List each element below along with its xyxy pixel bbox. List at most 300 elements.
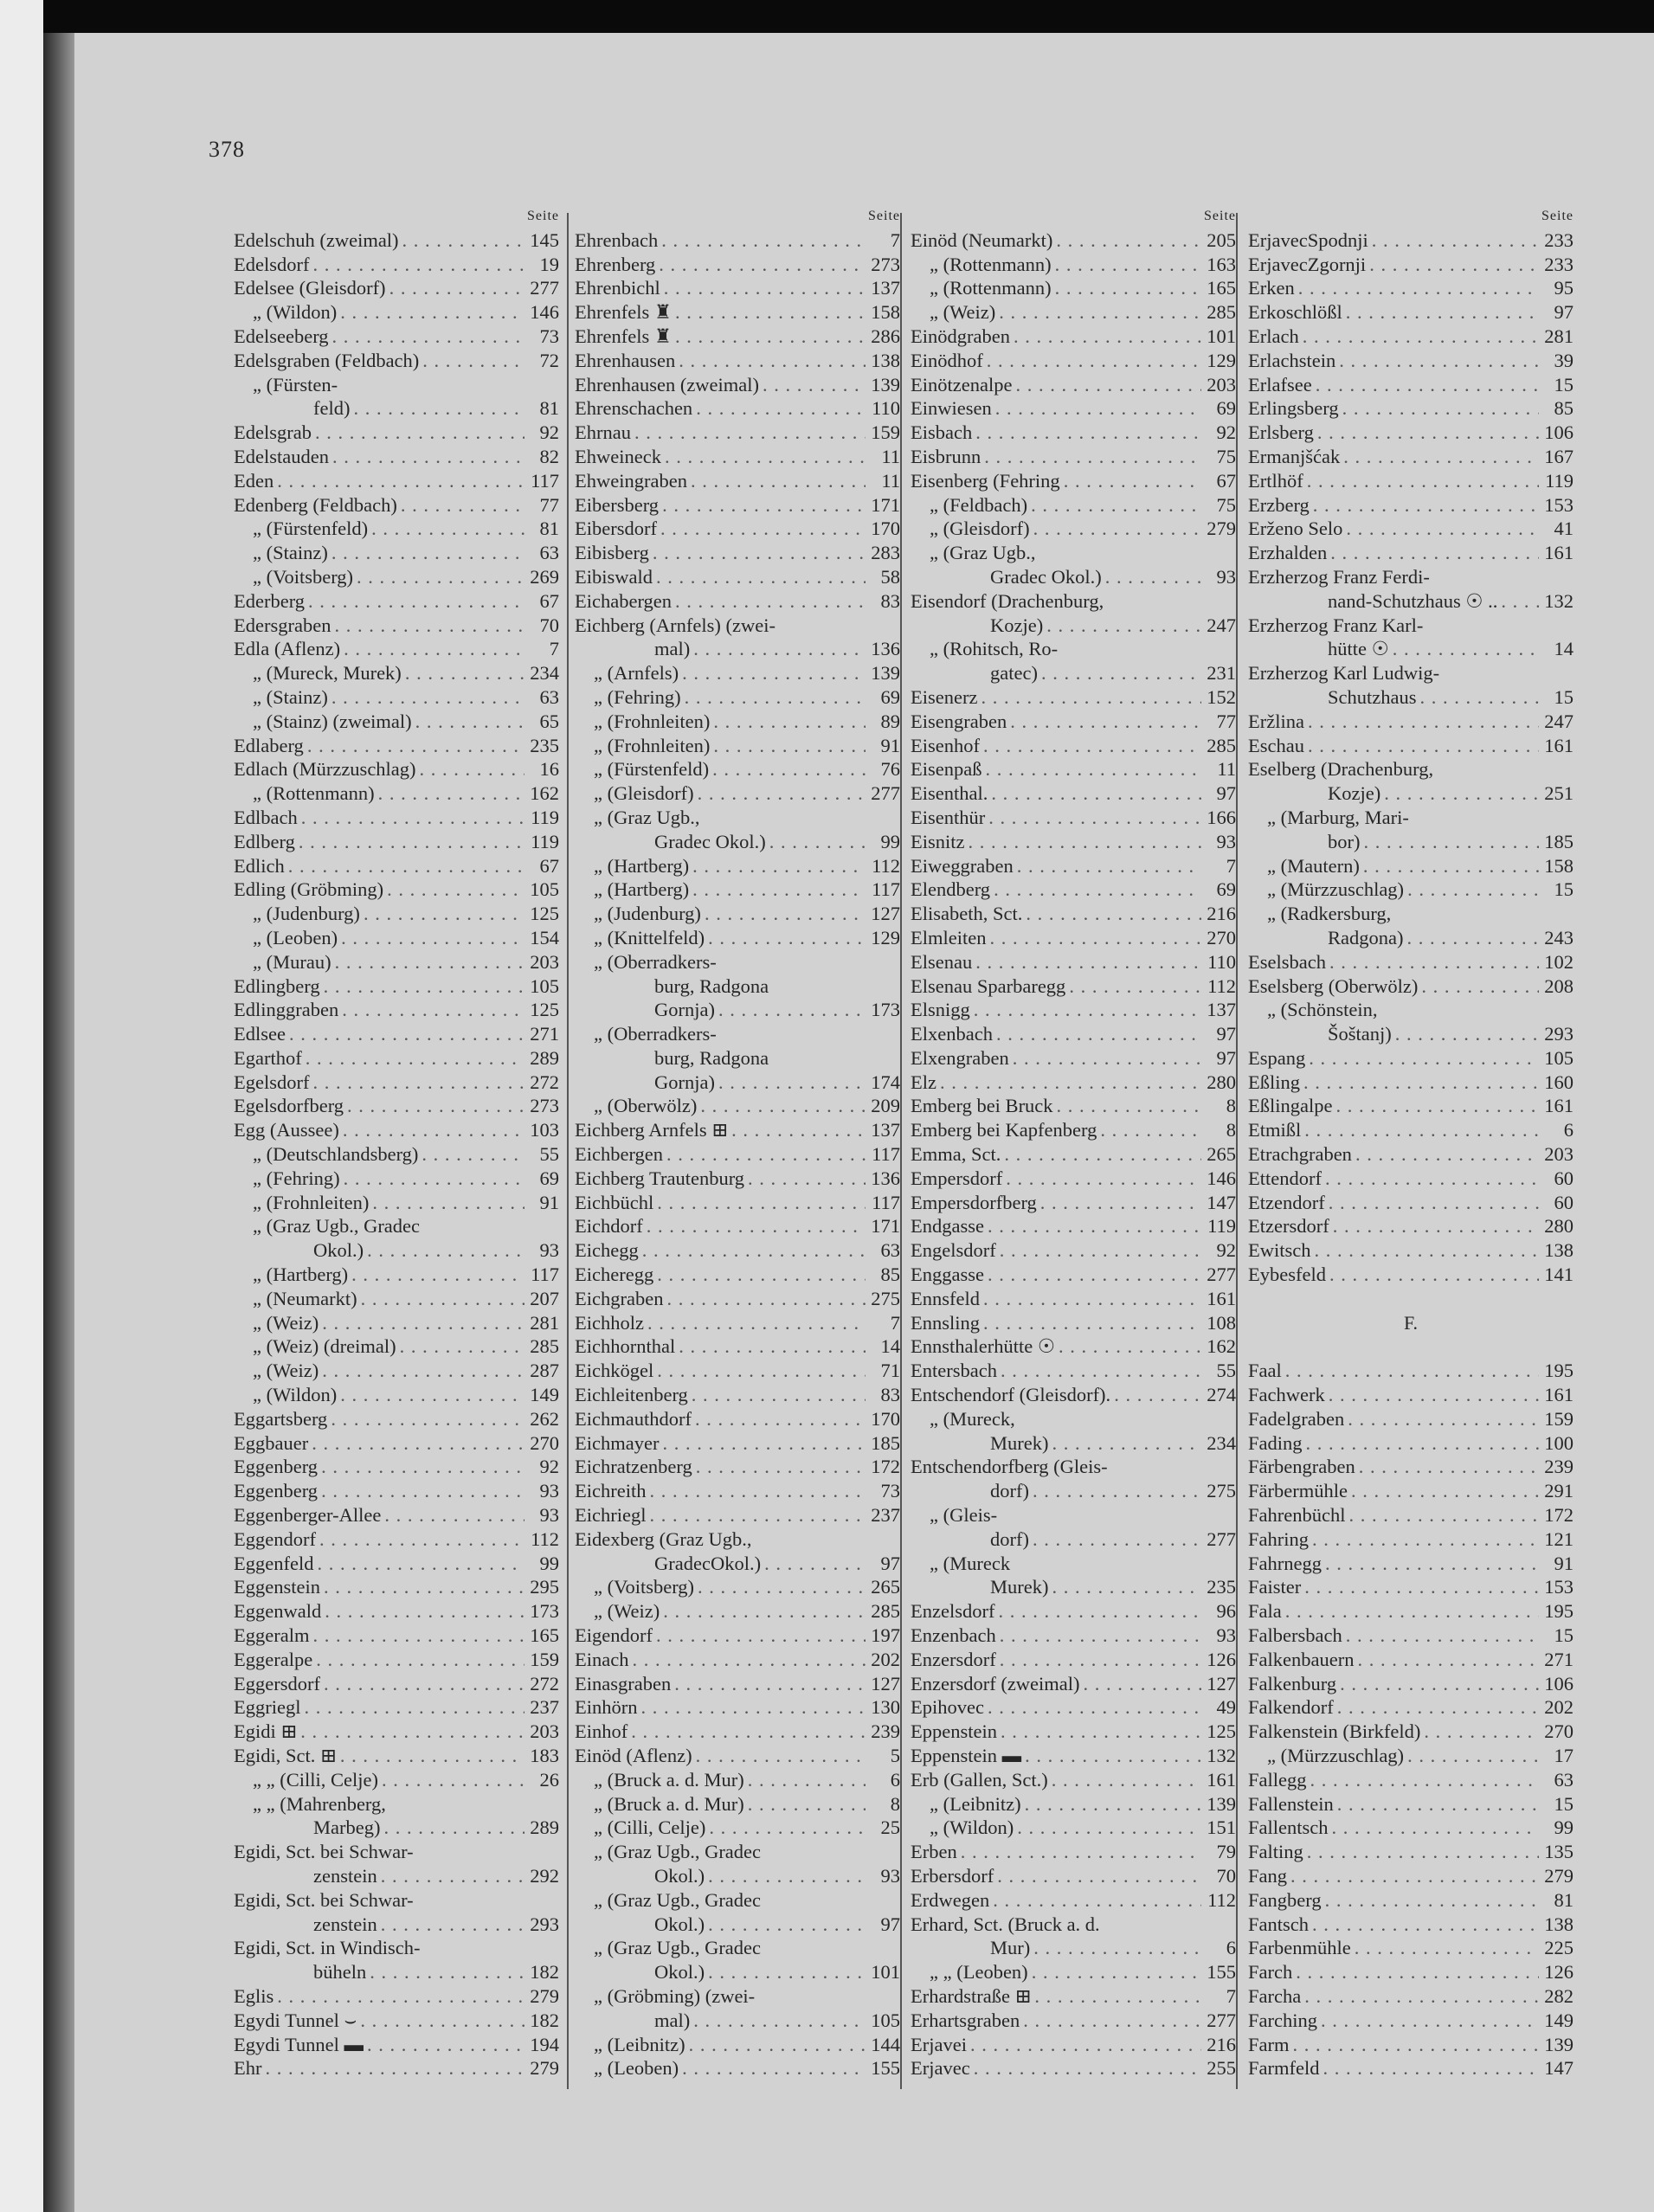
dot-leader bbox=[705, 1913, 866, 1937]
index-entry bbox=[1248, 2009, 1574, 2033]
dot-leader bbox=[1360, 854, 1539, 878]
index-entry bbox=[1248, 2056, 1574, 2080]
entry-name: Farbenmühle bbox=[1248, 1937, 1351, 1959]
dot-leader bbox=[298, 806, 525, 830]
dot-leader bbox=[628, 1648, 866, 1672]
entry-name: „ (Graz Ugb., Gradec bbox=[253, 1215, 421, 1238]
dot-leader bbox=[316, 1527, 525, 1552]
index-column-1 bbox=[234, 204, 559, 2080]
dot-leader bbox=[305, 589, 525, 614]
entry-name: Eggenberger-Allee bbox=[234, 1504, 382, 1527]
index-entry bbox=[234, 1071, 559, 1095]
dot-leader bbox=[1322, 1167, 1539, 1191]
dot-leader bbox=[663, 1142, 866, 1167]
entry-name: Eggbauer bbox=[234, 1431, 309, 1454]
index-entry bbox=[575, 253, 900, 277]
entry-name: „ (Fürsten- bbox=[253, 373, 338, 395]
entry-name: „ (Weiz) bbox=[930, 301, 996, 324]
index-entry bbox=[1248, 445, 1574, 469]
index-entry bbox=[1248, 1527, 1574, 1552]
index-entry bbox=[575, 637, 900, 661]
entry-page-number: 96 bbox=[1216, 1600, 1236, 1623]
dot-leader bbox=[995, 300, 1201, 325]
dot-leader bbox=[1392, 1022, 1539, 1046]
dot-leader bbox=[694, 1575, 866, 1599]
entry-page-number: 19 bbox=[539, 253, 559, 275]
entry-name: Ederberg bbox=[234, 589, 306, 612]
index-entry bbox=[911, 517, 1236, 541]
entry-name: mal) bbox=[654, 638, 691, 660]
index-entry bbox=[234, 373, 559, 397]
entry-name: Eichleitenberg bbox=[575, 1384, 688, 1406]
dot-leader bbox=[980, 734, 1201, 758]
index-entry bbox=[1248, 685, 1574, 710]
index-entry bbox=[911, 493, 1236, 518]
index-entry bbox=[911, 1022, 1236, 1046]
entry-page-number: 144 bbox=[871, 2033, 900, 2055]
entry-name: Eicheregg bbox=[575, 1264, 654, 1286]
entry-name: Edlsee bbox=[234, 1023, 286, 1045]
entry-page-number: 202 bbox=[871, 1648, 900, 1670]
entry-name: „ (Weiz) (dreimal) bbox=[253, 1335, 396, 1358]
index-entry bbox=[911, 1046, 1236, 1071]
index-entry bbox=[911, 878, 1236, 902]
dot-leader bbox=[1325, 1191, 1539, 1215]
entry-name: „ (Rottenmann) bbox=[253, 782, 375, 805]
dot-leader bbox=[1065, 974, 1201, 999]
entry-name: Eichberg Arnfels ⊞ bbox=[575, 1119, 729, 1141]
index-entry bbox=[575, 1624, 900, 1648]
index-entry bbox=[1248, 349, 1574, 373]
index-entry bbox=[234, 1359, 559, 1383]
index-entry bbox=[911, 2033, 1236, 2057]
dot-leader bbox=[262, 2056, 525, 2080]
dot-leader bbox=[378, 1768, 525, 1792]
entry-page-number: 93 bbox=[1216, 830, 1236, 852]
index-entry bbox=[1248, 830, 1574, 854]
index-entry bbox=[575, 806, 900, 830]
index-entry bbox=[234, 1913, 559, 1937]
dot-leader bbox=[381, 1503, 525, 1527]
dot-leader bbox=[653, 1263, 866, 1287]
dot-leader bbox=[1339, 396, 1539, 421]
index-entry bbox=[575, 421, 900, 445]
entry-page-number: 160 bbox=[1544, 1071, 1574, 1093]
entry-name: Ennsling bbox=[911, 1311, 981, 1334]
entry-page-number: 117 bbox=[531, 1264, 559, 1286]
entry-name: „ (Leibnitz) bbox=[930, 1792, 1021, 1815]
index-entry bbox=[911, 1334, 1236, 1359]
entry-page-number: 11 bbox=[1217, 758, 1236, 781]
entry-page-number: 170 bbox=[871, 518, 900, 540]
entry-name: „ (Feldbach) bbox=[930, 493, 1028, 516]
entry-page-number: 72 bbox=[539, 349, 559, 371]
index-entry bbox=[575, 1287, 900, 1311]
entry-name: Entschendorf (Gleisdorf). bbox=[911, 1384, 1111, 1406]
entry-name: Eppenstein bbox=[911, 1720, 997, 1743]
index-entry bbox=[234, 253, 559, 277]
dot-leader bbox=[986, 926, 1201, 950]
dot-leader bbox=[1344, 1407, 1539, 1431]
index-entry bbox=[575, 1792, 900, 1817]
entry-name: Espang bbox=[1248, 1046, 1306, 1069]
entry-page-number: 93 bbox=[1216, 1624, 1236, 1647]
entry-name: Farm bbox=[1248, 2033, 1290, 2055]
entry-name: „ (Graz Ugb., Gradec bbox=[594, 1888, 762, 1911]
entry-page-number: 102 bbox=[1544, 950, 1574, 973]
index-entry bbox=[1248, 1167, 1574, 1191]
index-entry bbox=[1248, 589, 1574, 614]
index-entry bbox=[234, 1888, 559, 1913]
entry-name: Einhörn bbox=[575, 1696, 638, 1719]
entry-page-number: 117 bbox=[872, 1143, 900, 1166]
entry-name: Eichdorf bbox=[575, 1215, 643, 1238]
entry-page-number: 63 bbox=[1554, 1768, 1574, 1791]
index-entry bbox=[234, 589, 559, 614]
entry-page-number: 119 bbox=[1545, 469, 1574, 492]
dot-leader bbox=[1416, 685, 1539, 710]
entry-name: Färbermühle bbox=[1248, 1480, 1348, 1502]
index-entry bbox=[234, 1407, 559, 1431]
dot-leader bbox=[992, 396, 1201, 421]
entry-page-number: 97 bbox=[880, 1913, 900, 1935]
index-entry bbox=[234, 1744, 559, 1768]
entry-page-number: 103 bbox=[530, 1119, 559, 1141]
dot-leader bbox=[1097, 1118, 1201, 1142]
entry-page-number: 49 bbox=[1216, 1696, 1236, 1719]
index-entry bbox=[575, 1913, 900, 1937]
entry-page-number: 135 bbox=[1544, 1841, 1574, 1863]
entry-name: Okol.) bbox=[654, 1864, 705, 1887]
dot-leader bbox=[646, 1479, 866, 1503]
entry-page-number: 60 bbox=[1554, 1167, 1574, 1189]
dot-leader bbox=[710, 710, 866, 734]
index-entry bbox=[1248, 1744, 1574, 1768]
dot-leader bbox=[375, 781, 525, 806]
dot-leader bbox=[728, 1118, 866, 1142]
entry-page-number: 171 bbox=[871, 493, 900, 516]
index-entry bbox=[575, 276, 900, 300]
entry-page-number: 172 bbox=[871, 1456, 900, 1478]
entry-page-number: 99 bbox=[880, 830, 900, 852]
index-entry bbox=[1248, 614, 1574, 638]
entry-name: Erlafsee bbox=[1248, 373, 1312, 395]
entry-name: Farcha bbox=[1248, 1984, 1302, 2007]
dot-leader bbox=[984, 1263, 1201, 1287]
entry-name: Eichmayer bbox=[575, 1431, 660, 1454]
dot-leader bbox=[672, 325, 866, 349]
entry-name: Eichberg (Arnfels) (zwei- bbox=[575, 614, 776, 636]
dot-leader bbox=[339, 1118, 525, 1142]
entry-name: „ (Leibnitz) bbox=[594, 2033, 685, 2055]
index-entry bbox=[1248, 950, 1574, 974]
dot-leader bbox=[970, 998, 1201, 1022]
index-entry bbox=[1248, 493, 1574, 518]
entry-name: Eselsberg (Oberwölz) bbox=[1248, 974, 1419, 997]
dot-leader bbox=[1326, 950, 1539, 974]
index-entry bbox=[234, 2056, 559, 2080]
entry-name: dorf) bbox=[990, 1480, 1029, 1502]
entry-page-number: 170 bbox=[871, 1407, 900, 1430]
entry-page-number: 70 bbox=[1216, 1864, 1236, 1887]
entry-page-number: 67 bbox=[539, 854, 559, 877]
entry-name: Okol.) bbox=[654, 1913, 705, 1935]
dot-leader bbox=[309, 1624, 525, 1648]
dot-leader bbox=[701, 902, 866, 926]
index-entry bbox=[234, 637, 559, 661]
entry-page-number: 161 bbox=[1544, 1095, 1574, 1117]
entry-page-number: 137 bbox=[871, 277, 900, 299]
entry-page-number: 185 bbox=[871, 1431, 900, 1454]
entry-name: Erzberg bbox=[1248, 493, 1310, 516]
entry-page-number: 69 bbox=[539, 1167, 559, 1189]
dot-leader bbox=[1404, 1744, 1539, 1768]
entry-page-number: 129 bbox=[1207, 349, 1236, 371]
index-entry bbox=[234, 1046, 559, 1071]
index-entry bbox=[1248, 1407, 1574, 1431]
entry-page-number: 7 bbox=[1226, 1984, 1236, 2007]
entry-page-number: 185 bbox=[1544, 830, 1574, 852]
entry-name: Fahring bbox=[1248, 1527, 1309, 1550]
entry-name: Fahrenbüchl bbox=[1248, 1504, 1346, 1527]
index-entry bbox=[911, 1359, 1236, 1383]
index-entry bbox=[911, 734, 1236, 758]
index-entry bbox=[234, 1720, 559, 1744]
entry-name: Edlbach bbox=[234, 806, 298, 828]
index-entry bbox=[575, 1167, 900, 1191]
index-entry bbox=[1248, 1142, 1574, 1167]
index-entry bbox=[575, 1984, 900, 2009]
index-entry bbox=[911, 1864, 1236, 1888]
index-entry bbox=[1248, 926, 1574, 950]
scan-margin bbox=[0, 0, 43, 2212]
entry-page-number: 182 bbox=[530, 2009, 559, 2031]
index-entry bbox=[911, 1792, 1236, 1817]
dot-leader bbox=[1361, 830, 1540, 854]
entry-page-number: 147 bbox=[1544, 2057, 1574, 2080]
dot-leader bbox=[1009, 1046, 1201, 1071]
entry-name: Radgona) bbox=[1328, 926, 1404, 948]
dot-leader bbox=[1301, 1118, 1539, 1142]
entry-page-number: 11 bbox=[881, 445, 900, 467]
dot-leader bbox=[340, 637, 525, 661]
dot-leader bbox=[685, 2033, 866, 2057]
dot-leader bbox=[377, 1913, 525, 1937]
index-entry bbox=[234, 1672, 559, 1696]
dot-leader bbox=[653, 1191, 866, 1215]
entry-page-number: 83 bbox=[880, 589, 900, 612]
entry-page-number: 166 bbox=[1207, 806, 1236, 828]
entry-name: Emma, Sct. bbox=[911, 1143, 1001, 1166]
index-entry bbox=[1248, 1575, 1574, 1599]
entry-name: „ (Mureck, bbox=[930, 1407, 1015, 1430]
entry-name: Faal bbox=[1248, 1360, 1282, 1382]
entry-page-number: 237 bbox=[530, 1696, 559, 1719]
entry-page-number: 155 bbox=[1207, 1961, 1236, 1984]
dot-leader bbox=[329, 445, 525, 469]
dot-leader bbox=[297, 1720, 525, 1744]
entry-name: Eybesfeld bbox=[1248, 1264, 1326, 1286]
entry-name: „ (Judenburg) bbox=[253, 903, 360, 925]
index-entry bbox=[911, 1984, 1236, 2009]
entry-name: Eselberg (Drachenburg, bbox=[1248, 758, 1434, 781]
index-entry bbox=[1248, 1431, 1574, 1456]
dot-leader bbox=[368, 517, 525, 541]
entry-page-number: 275 bbox=[871, 1287, 900, 1309]
dot-leader bbox=[1319, 2056, 1539, 2080]
index-entry bbox=[1248, 1094, 1574, 1118]
index-entry bbox=[234, 1960, 559, 1984]
entry-name: Ehrenhausen (zweimal) bbox=[575, 373, 760, 395]
entry-name: Edlich bbox=[234, 854, 285, 877]
entry-page-number: 41 bbox=[1554, 518, 1574, 540]
index-entry bbox=[575, 1672, 900, 1696]
dot-leader bbox=[1037, 1191, 1201, 1215]
entry-page-number: 277 bbox=[530, 277, 559, 299]
index-entry bbox=[1248, 1888, 1574, 1913]
dot-leader bbox=[687, 469, 866, 493]
scan-top-border bbox=[43, 0, 1654, 33]
entry-page-number: 83 bbox=[880, 1384, 900, 1406]
entry-page-number: 101 bbox=[1207, 325, 1236, 347]
entry-name: mal) bbox=[654, 2009, 691, 2031]
entry-page-number: 73 bbox=[539, 325, 559, 347]
dot-leader bbox=[319, 1311, 525, 1335]
entry-page-number: 6 bbox=[1226, 1937, 1236, 1959]
entry-name: Ehweingraben bbox=[575, 469, 687, 492]
entry-page-number: 145 bbox=[530, 228, 559, 251]
index-entry bbox=[234, 1984, 559, 2009]
entry-page-number: 279 bbox=[1544, 1864, 1574, 1887]
index-entry bbox=[575, 1816, 900, 1840]
entry-page-number: 237 bbox=[871, 1504, 900, 1527]
entry-name: Eisengraben bbox=[911, 710, 1007, 732]
entry-name: „ (Wildon) bbox=[253, 1384, 338, 1406]
index-entry bbox=[234, 1094, 559, 1118]
dot-leader bbox=[761, 1552, 866, 1576]
entry-name: Einasgraben bbox=[575, 1672, 672, 1694]
index-entry bbox=[911, 1552, 1236, 1576]
entry-page-number: 208 bbox=[1544, 974, 1574, 997]
entry-name: „ (Fehring) bbox=[253, 1167, 340, 1189]
dot-leader bbox=[380, 1816, 525, 1840]
dot-leader bbox=[377, 1864, 525, 1888]
index-entry bbox=[1248, 1672, 1574, 1696]
dot-leader bbox=[364, 1238, 525, 1263]
dot-leader bbox=[967, 2033, 1201, 2057]
entry-name: Fahrnegg bbox=[1248, 1552, 1322, 1574]
entry-name: Eichberg Trautenburg bbox=[575, 1167, 745, 1189]
entry-name: „ „ (Cilli, Celje) bbox=[253, 1768, 378, 1791]
entry-page-number: 67 bbox=[1216, 469, 1236, 492]
dot-leader bbox=[965, 830, 1202, 854]
index-entry bbox=[1248, 1552, 1574, 1576]
index-entry bbox=[575, 1118, 900, 1142]
entry-name: Gradec Okol.) bbox=[654, 830, 766, 852]
dot-leader bbox=[705, 926, 866, 950]
entry-page-number: 119 bbox=[1207, 1215, 1236, 1238]
index-entry bbox=[1248, 1071, 1574, 1095]
entry-name: Eisendorf (Drachenburg, bbox=[911, 589, 1104, 612]
dot-leader bbox=[1282, 1599, 1539, 1624]
index-entry bbox=[234, 396, 559, 421]
dot-leader bbox=[1060, 469, 1201, 493]
index-entry bbox=[1248, 421, 1574, 445]
index-entry bbox=[1248, 1864, 1574, 1888]
index-entry bbox=[234, 1383, 559, 1407]
dot-leader bbox=[1335, 349, 1539, 373]
index-entry bbox=[911, 1431, 1236, 1456]
entry-name: Eisenthal. bbox=[911, 782, 988, 805]
entry-page-number: 138 bbox=[1544, 1913, 1574, 1935]
dot-leader bbox=[981, 445, 1201, 469]
index-entry bbox=[911, 902, 1236, 926]
entry-page-number: 281 bbox=[1544, 325, 1574, 347]
entry-name: Einödhof bbox=[911, 349, 983, 371]
index-entry bbox=[575, 974, 900, 999]
dot-leader bbox=[274, 1984, 525, 2009]
entry-name: Ermanjšćak bbox=[1248, 445, 1341, 467]
index-entry bbox=[1248, 1913, 1574, 1937]
index-entry bbox=[1248, 373, 1574, 397]
entry-name: Erken bbox=[1248, 277, 1295, 299]
entry-name: Einhof bbox=[575, 1720, 628, 1743]
index-entry bbox=[1248, 228, 1574, 253]
index-entry bbox=[575, 1527, 900, 1552]
entry-page-number: 172 bbox=[1544, 1504, 1574, 1527]
dot-leader bbox=[302, 1046, 525, 1071]
entry-page-number: 216 bbox=[1207, 2033, 1236, 2055]
dot-leader bbox=[1305, 1046, 1539, 1071]
entry-name: „ (Arnfels) bbox=[594, 662, 679, 685]
entry-page-number: 6 bbox=[1563, 1119, 1574, 1141]
index-entry bbox=[234, 950, 559, 974]
entry-name: Ewitsch bbox=[1248, 1239, 1311, 1262]
index-entry bbox=[234, 1118, 559, 1142]
index-entry bbox=[911, 253, 1236, 277]
entry-name: Erženo Selo bbox=[1248, 518, 1343, 540]
entry-page-number: 69 bbox=[880, 685, 900, 708]
entry-page-number: 15 bbox=[1554, 373, 1574, 395]
entry-name: Etrachgraben bbox=[1248, 1143, 1352, 1166]
entry-page-number: 271 bbox=[530, 1023, 559, 1045]
entry-name: Entschendorfberg (Gleis- bbox=[911, 1456, 1108, 1478]
dot-leader bbox=[653, 1624, 866, 1648]
dot-leader bbox=[402, 661, 525, 685]
dot-leader bbox=[1352, 1142, 1539, 1167]
index-entry bbox=[1248, 469, 1574, 493]
entry-page-number: 75 bbox=[1216, 493, 1236, 516]
entry-name: „ (Graz Ugb., Gradec bbox=[594, 1841, 762, 1863]
entry-page-number: 159 bbox=[871, 421, 900, 444]
entry-name: Etzendorf bbox=[1248, 1191, 1325, 1213]
entry-name: Eggriegl bbox=[234, 1696, 301, 1719]
dot-leader bbox=[274, 469, 525, 493]
dot-leader bbox=[1010, 325, 1201, 349]
entry-page-number: 7 bbox=[549, 638, 559, 660]
dot-leader bbox=[340, 1167, 525, 1191]
dot-leader bbox=[672, 589, 866, 614]
entry-page-number: 272 bbox=[530, 1672, 559, 1694]
entry-name: Erzherzog Franz Karl- bbox=[1248, 614, 1424, 636]
dot-leader bbox=[1345, 1503, 1539, 1527]
entry-page-number: 73 bbox=[880, 1480, 900, 1502]
entry-page-number: 125 bbox=[530, 903, 559, 925]
index-entry bbox=[575, 1238, 900, 1263]
entry-name: Ehrnau bbox=[575, 421, 631, 444]
index-entry bbox=[575, 589, 900, 614]
entry-name: Emberg bei Bruck bbox=[911, 1095, 1053, 1117]
